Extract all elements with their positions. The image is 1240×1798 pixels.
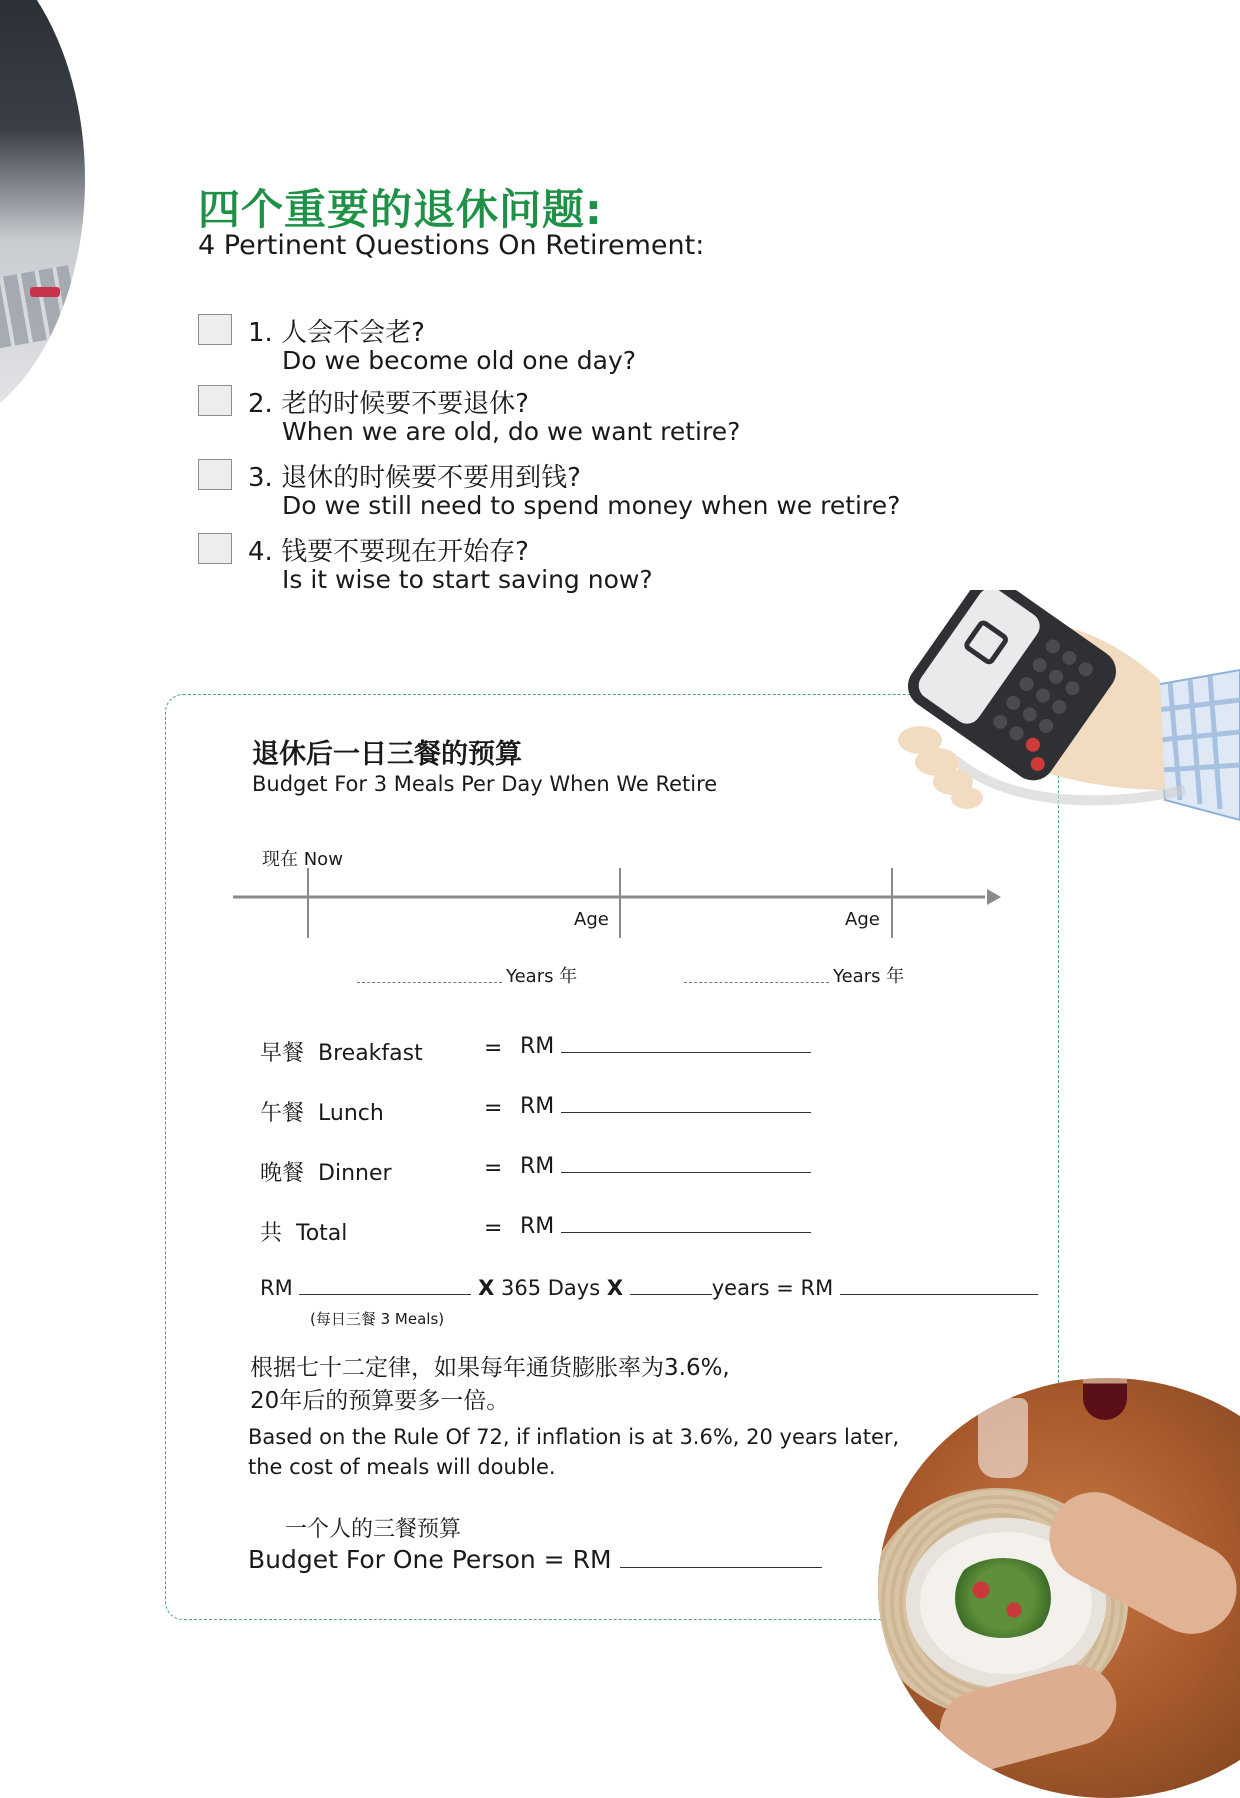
meal-rm-lunch [520,1094,811,1119]
rule-cn-line-1: 根据七十二定律，如果每年通货膨胀率为3.6%, [250,1355,730,1381]
page-title-en: 4 Pertinent Questions On Retirement: [198,230,705,261]
rule-en-line-2: the cost of meals will double. [248,1455,556,1479]
timeline-arrow-icon [987,889,1001,905]
checkbox-2[interactable] [198,385,232,416]
timeline-graphic [225,860,1005,945]
calculator-hand-illustration [855,590,1240,830]
question-3-en: Do we still need to spend money when we retire? [282,491,901,520]
annual-formula [260,1276,1038,1300]
checkbox-4[interactable] [198,533,232,564]
formula-sub-note: (每日三餐 3 Meals) [310,1310,445,1328]
question-2-en: When we are old, do we want retire? [282,417,741,446]
meal-cn: 早餐 [260,1041,305,1066]
meal-rm-total [520,1214,811,1239]
rm-label: RM [520,1034,555,1059]
question-2-cn: 2. 老的时候要不要退休? [248,389,529,419]
one-person-budget-row [248,1545,822,1574]
question-1-cn: 1. 人会不会老? [248,318,425,348]
checkbox-3[interactable] [198,459,232,490]
years-blank-2[interactable] [684,982,829,983]
annual-result-blank[interactable] [840,1294,1038,1295]
rm-label: RM [520,1094,555,1119]
multiply-sign-2: X [606,1276,624,1300]
question-4-cn: 4. 钱要不要现在开始存? [248,537,529,567]
formula-rm-1: RM [260,1276,293,1300]
years-label-1: Years 年 [506,966,578,987]
dinner-amount-blank[interactable] [561,1172,811,1173]
meal-en: Total [296,1221,348,1246]
page-title-cn: 四个重要的退休问题: [198,185,603,234]
timeline-now-label: 现在 Now [262,849,343,870]
meal-row-lunch [260,1096,384,1127]
question-3-cn: 3. 退休的时候要不要用到钱? [248,463,581,493]
rule-cn-line-2: 20年后的预算要多一倍。 [250,1388,510,1414]
meal-eq-lunch: = [484,1096,503,1121]
one-person-label-en: Budget For One Person = [248,1545,565,1574]
years-label-2: Years 年 [833,966,905,987]
rule-of-72-note-cn [250,1352,730,1418]
meal-row-dinner [260,1156,392,1187]
meal-en: Lunch [318,1101,384,1126]
formula-years-rm: years = RM [711,1276,834,1300]
meal-en: Dinner [318,1161,392,1186]
multiply-sign-1: X [478,1276,495,1300]
question-1-en: Do we become old one day? [282,346,637,375]
daily-total-blank[interactable] [299,1294,471,1295]
formula-days: 365 Days [500,1276,601,1300]
budget-title-cn: 退休后一日三餐的预算 [252,739,522,770]
meal-eq-total: = [484,1216,503,1241]
total-amount-blank[interactable] [561,1232,811,1233]
meal-eq-breakfast: = [484,1036,503,1061]
one-person-label-cn: 一个人的三餐预算 [285,1517,462,1542]
timeline-age-label-1: Age [574,909,609,930]
question-4-en: Is it wise to start saving now? [282,565,653,594]
meal-cn: 午餐 [260,1101,305,1126]
meal-en: Breakfast [318,1041,423,1066]
breakfast-amount-blank[interactable] [561,1052,811,1053]
one-person-amount-blank[interactable] [620,1567,822,1568]
timeline-age-label-2: Age [845,909,880,930]
meal-rm-breakfast [520,1034,811,1059]
calculator-photo-top [0,0,85,435]
meal-cn: 晚餐 [260,1161,305,1186]
rule-en-line-1: Based on the Rule Of 72, if inflation is at 3.6%, 20 years later, [248,1425,900,1449]
budget-title-en: Budget For 3 Meals Per Day When We Retire [252,772,718,796]
years-blank-1[interactable] [357,982,502,983]
years-count-blank[interactable] [630,1294,712,1295]
meal-eq-dinner: = [484,1156,503,1181]
meal-row-breakfast [260,1036,423,1067]
checkbox-1[interactable] [198,314,232,345]
meal-cn: 共 [260,1221,283,1246]
rule-of-72-note-en [248,1422,899,1482]
meal-row-total [260,1216,347,1247]
rm-label: RM [520,1214,555,1239]
rm-label: RM [520,1154,555,1179]
lunch-amount-blank[interactable] [561,1112,811,1113]
meal-rm-dinner [520,1154,811,1179]
one-person-rm: RM [572,1545,612,1574]
